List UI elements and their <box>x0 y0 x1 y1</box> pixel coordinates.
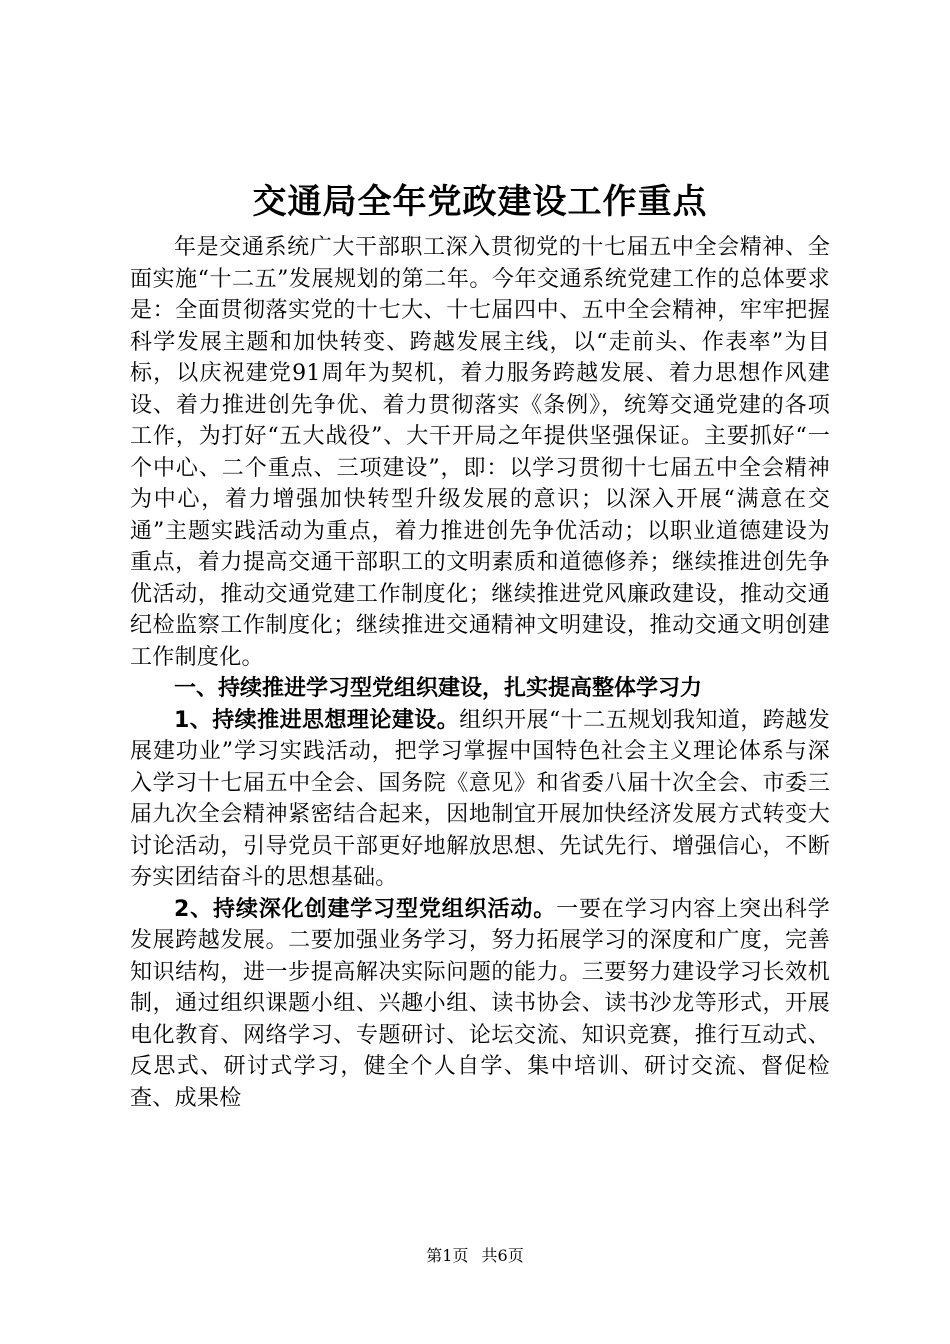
intro-paragraph: 年是交通系统广大干部职工深入贯彻党的十七届五中全会精神、全面实施“十二五”发展规划的第二年。今年交通系统党建工作的总体要求是：全面贯彻落实党的十七大、十七届四中、五中全会精神，牢牢把握科学发展主题和加快转变、跨越发展主线，以“走前头、作表率”为目标，以庆祝建党91周年为契机，着力服务跨越发展、着力思想作风建设、着力推进创先争优、着力贯彻落实《条例》，统筹交通党建的各项工作，为打好“五大战役”、大干开局之年提供坚强保证。主要抓好“一个中心、二个重点、三项建设”，即：以学习贯彻十七届五中全会精神为中心，着力增强加快转型升级发展的意识；以深入开展“满意在交通”主题实践活动为重点，着力推进创先争优活动；以职业道德建设为重点，着力提高交通干部职工的文明素质和道德修养；继续推进创先争优活动，推动交通党建工作制度化；继续推进党风廉政建设，推动交通纪检监察工作制度化；继续推进交通精神文明建设，推动交通文明创建工作制度化。 <box>130 235 830 670</box>
page-footer <box>0 1245 950 1267</box>
document-page <box>130 178 830 1114</box>
item-body-1: 组织开展“十二五规划我知道，跨越发展建功业”学习实践活动，把学习掌握中国特色社会主义理论体系与深入学习十七届五中全会、国务院《意见》和省委八届十次全会、市委三届九次全会精神紧密结合起来，因地制宜开展加快经济发展方式转变大讨论活动，引导党员干部更好地解放思想、先试先行、增强信心，不断夯实团结奋斗的思想基础。 <box>130 707 830 890</box>
item-lead-2: 2、持续深化创建学习型党组织活动。 <box>174 896 557 922</box>
item-paragraph-1 <box>130 705 830 894</box>
document-title: 交通局全年党政建设工作重点 <box>252 182 708 222</box>
item-body-2: 一要在学习内容上突出科学发展跨越发展。二要加强业务学习，努力拓展学习的深度和广度，完善知识结构，进一步提高解决实际问题的能力。三要努力建设学习长效机制，通过组织课题小组、兴趣小组、读书协会、读书沙龙等形式，开展电化教育、网络学习、专题研讨、论坛交流、知识竞赛，推行互动式、反思式、研讨式学习，健全个人自学、集中培训、研讨交流、督促检查、成果检 <box>130 896 830 1111</box>
item-paragraph-2 <box>130 894 830 1115</box>
section-heading-1: 一、持续推进学习型党组织建设，扎实提高整体学习力 <box>174 676 703 701</box>
page-total: 共6页 <box>481 1246 524 1265</box>
page-number: 第1页 <box>426 1246 469 1265</box>
item-lead-1: 1、持续推进思想理论建设。 <box>174 707 460 733</box>
